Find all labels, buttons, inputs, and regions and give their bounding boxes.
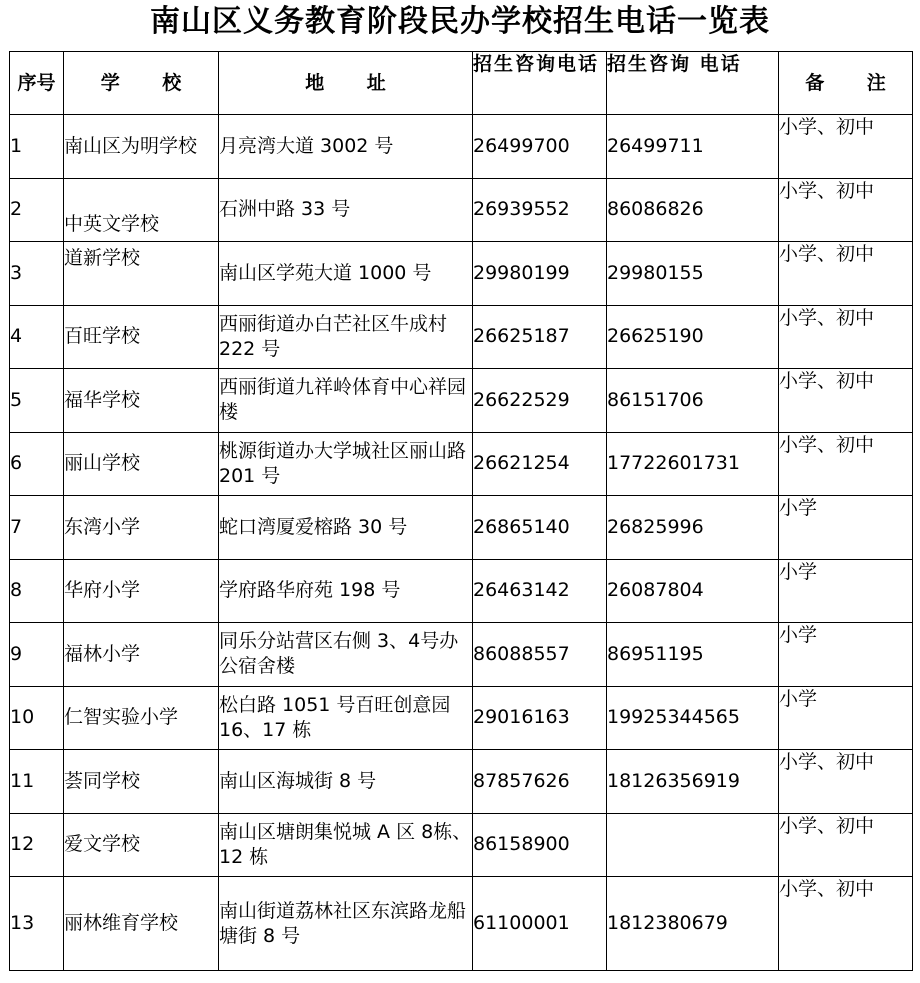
cell-school: 福林小学	[64, 623, 219, 687]
cell-address: 西丽街道办白芒社区牛成村 222 号	[219, 305, 473, 369]
cell-note: 小学	[779, 686, 913, 750]
cell-phone-1: 26625187	[473, 305, 607, 369]
header-address-label: 地 址	[305, 71, 404, 94]
table-row	[10, 432, 913, 496]
header-phone-2: 招生咨询 电话	[607, 52, 779, 115]
cell-phone-1: 26622529	[473, 369, 607, 433]
header-seq: 序号	[10, 52, 64, 115]
cell-school: 百旺学校	[64, 305, 219, 369]
cell-school: 中英文学校	[64, 178, 219, 242]
cell-phone-1: 26621254	[473, 432, 607, 496]
cell-note: 小学、初中	[779, 813, 913, 877]
cell-note: 小学、初中	[779, 178, 913, 242]
cell-phone-1: 26939552	[473, 178, 607, 242]
table-row	[10, 305, 913, 369]
cell-phone-1: 26463142	[473, 559, 607, 623]
cell-address: 桃源街道办大学城社区丽山路 201 号	[219, 432, 473, 496]
cell-address: 松白路 1051 号百旺创意园 16、17 栋	[219, 686, 473, 750]
cell-address: 学府路华府苑 198 号	[219, 559, 473, 623]
cell-note: 小学、初中	[779, 305, 913, 369]
cell-note: 小学	[779, 496, 913, 560]
cell-school: 华府小学	[64, 559, 219, 623]
table-row	[10, 623, 913, 687]
cell-school: 仁智实验小学	[64, 686, 219, 750]
cell-seq: 10	[10, 686, 64, 750]
cell-seq: 11	[10, 750, 64, 814]
cell-phone-1: 87857626	[473, 750, 607, 814]
cell-address: 石洲中路 33 号	[219, 178, 473, 242]
cell-phone-2: 86151706	[607, 369, 779, 433]
cell-seq: 12	[10, 813, 64, 877]
table-header-row	[10, 52, 913, 115]
cell-address: 南山区海城街 8 号	[219, 750, 473, 814]
cell-phone-1: 29016163	[473, 686, 607, 750]
cell-seq: 6	[10, 432, 64, 496]
cell-phone-2: 26625190	[607, 305, 779, 369]
cell-phone-2: 86951195	[607, 623, 779, 687]
cell-phone-1: 29980199	[473, 242, 607, 306]
cell-seq: 7	[10, 496, 64, 560]
cell-school: 爱文学校	[64, 813, 219, 877]
table-row	[10, 813, 913, 877]
table-row	[10, 559, 913, 623]
cell-phone-1: 26865140	[473, 496, 607, 560]
cell-address: 同乐分站营区右侧 3、4号办公宿舍楼	[219, 623, 473, 687]
cell-phone-2: 29980155	[607, 242, 779, 306]
cell-phone-2: 1812380679	[607, 877, 779, 971]
cell-note: 小学	[779, 623, 913, 687]
table-row	[10, 115, 913, 179]
cell-school: 丽山学校	[64, 432, 219, 496]
cell-phone-1: 26499700	[473, 115, 607, 179]
cell-school: 南山区为明学校	[64, 115, 219, 179]
cell-address: 月亮湾大道 3002 号	[219, 115, 473, 179]
cell-note: 小学、初中	[779, 115, 913, 179]
cell-seq: 9	[10, 623, 64, 687]
cell-school: 荟同学校	[64, 750, 219, 814]
cell-phone-1: 86158900	[473, 813, 607, 877]
cell-phone-2: 26087804	[607, 559, 779, 623]
cell-note: 小学、初中	[779, 432, 913, 496]
table-row	[10, 877, 913, 971]
cell-seq: 13	[10, 877, 64, 971]
cell-school: 福华学校	[64, 369, 219, 433]
header-school-label: 学 校	[100, 71, 200, 94]
cell-address: 南山区学苑大道 1000 号	[219, 242, 473, 306]
cell-phone-2: 26499711	[607, 115, 779, 179]
page-title: 南山区义务教育阶段民办学校招生电话一览表	[150, 4, 770, 39]
header-note	[779, 52, 913, 115]
cell-seq: 4	[10, 305, 64, 369]
cell-note: 小学、初中	[779, 242, 913, 306]
cell-address: 西丽街道九祥岭体育中心祥园楼	[219, 369, 473, 433]
cell-seq: 8	[10, 559, 64, 623]
cell-school: 丽林维育学校	[64, 877, 219, 971]
cell-seq: 2	[10, 178, 64, 242]
cell-address: 蛇口湾厦爱榕路 30 号	[219, 496, 473, 560]
header-school	[64, 52, 219, 115]
cell-seq: 5	[10, 369, 64, 433]
cell-note: 小学、初中	[779, 877, 913, 971]
cell-address: 南山街道荔林社区东滨路龙船塘街 8 号	[219, 877, 473, 971]
cell-phone-2: 19925344565	[607, 686, 779, 750]
cell-phone-2: 18126356919	[607, 750, 779, 814]
cell-phone-1: 86088557	[473, 623, 607, 687]
table-row	[10, 369, 913, 433]
cell-school: 道新学校	[64, 242, 219, 306]
cell-note: 小学、初中	[779, 750, 913, 814]
header-note-label: 备 注	[805, 71, 904, 94]
cell-address: 南山区塘朗集悦城 A 区 8栋、12 栋	[219, 813, 473, 877]
cell-phone-1: 61100001	[473, 877, 607, 971]
table-row	[10, 178, 913, 242]
cell-phone-2: 17722601731	[607, 432, 779, 496]
cell-phone-2: 26825996	[607, 496, 779, 560]
admissions-phone-table	[9, 51, 913, 971]
cell-phone-2	[607, 813, 779, 877]
cell-note: 小学、初中	[779, 369, 913, 433]
cell-seq: 1	[10, 115, 64, 179]
table-row	[10, 496, 913, 560]
cell-school: 东湾小学	[64, 496, 219, 560]
cell-phone-2: 86086826	[607, 178, 779, 242]
table-row	[10, 242, 913, 306]
table-row	[10, 686, 913, 750]
header-phone-1: 招生咨询电话	[473, 52, 607, 115]
header-address	[219, 52, 473, 115]
cell-note: 小学	[779, 559, 913, 623]
table-row	[10, 750, 913, 814]
cell-seq: 3	[10, 242, 64, 306]
